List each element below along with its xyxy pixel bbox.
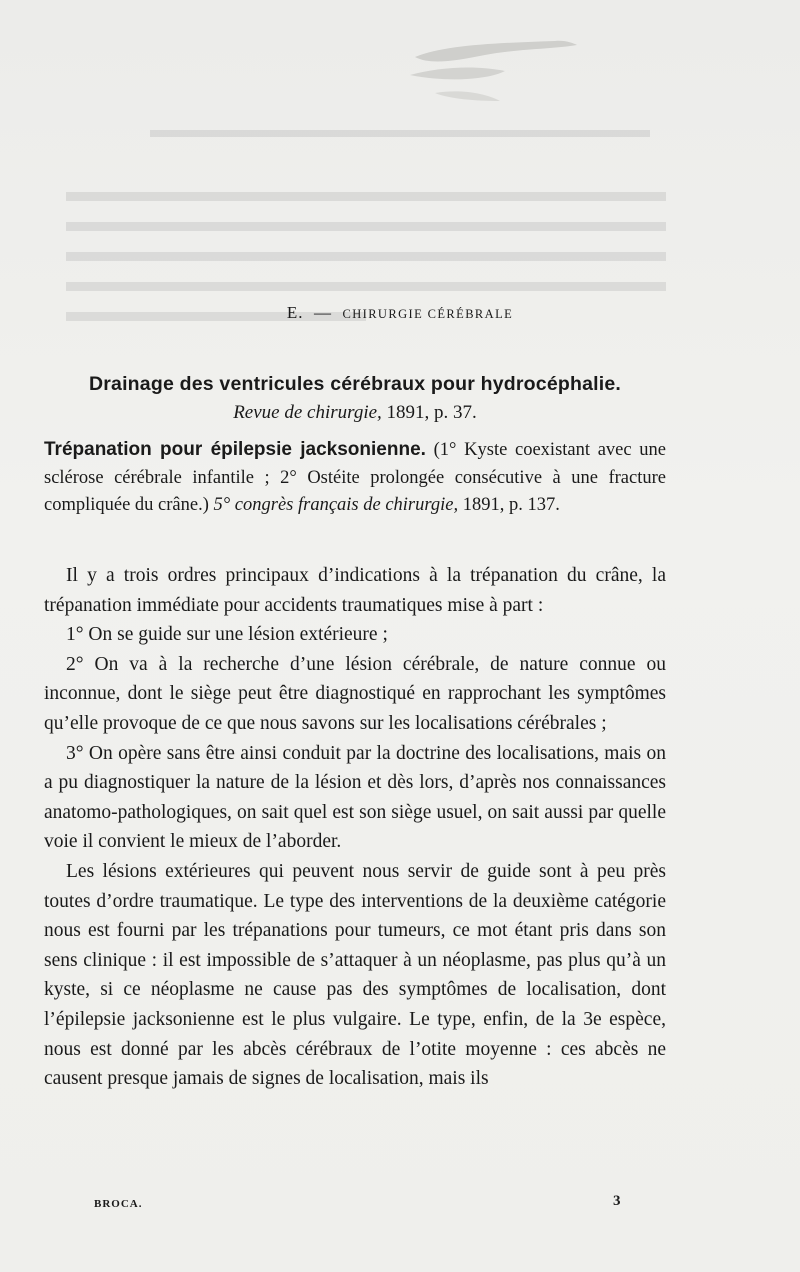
- entry-2-description: (1° Kyste coexistant avec une sclérose cérébrale infantile ; 2° Ostéite prolongée consécutive à une fracture compliquée du crâne.): [44, 440, 666, 515]
- ink-stain-decoration: [405, 35, 580, 110]
- paragraph: 1° On se guide sur une lésion extérieure ;: [66, 624, 388, 646]
- paragraph: 3° On opère sans être ainsi conduit par la doctrine des localisations, mais on a pu diagnostiquer la nature de la lésion et dès lors, d’après nos connaissances anatomo-pathologiques, on sait quel est son siège usuel, on sait aussi par quelle voie il convient le mieux de l’aborder.: [44, 742, 666, 853]
- entry-1-title: Drainage des ventricules cérébraux pour hydrocéphalie.: [88, 373, 622, 395]
- body-text: [44, 561, 666, 1094]
- entry-1-journal: Revue de chirurgie,: [233, 402, 382, 423]
- section-heading: [0, 303, 800, 323]
- entry-1-reference: [44, 398, 666, 428]
- section-dash: —: [313, 303, 332, 322]
- signature-mark: 3: [613, 1193, 621, 1209]
- section-title: CHIRURGIE CÉRÉBRALE: [342, 307, 514, 321]
- paragraph: Il y a trois ordres principaux d’indications à la trépanation du crâne, la trépanation immédiate pour accidents traumatiques mise à part :: [44, 565, 666, 616]
- paragraph: Les lésions extérieures qui peuvent nous servir de guide sont à peu près toutes d’ordre traumatique. Le type des interventions de la deuxième catégorie nous est fourni par les trépanations pour tumeurs, ce mot étant pris dans son sens clinique : il est impossible de s’attaquer à un néoplasme, pas plus qu’à un kyste, si ce néoplasme ne cause pas des symptômes de localisation, dont l’épilepsie jacksonienne est le plus vulgaire. Le type, enfin, de la 3e espèce, nous est donné par les abcès cérébraux de l’otite moyenne : ces abcès ne causent presque jamais de signes de localisation, mais ils: [44, 860, 666, 1090]
- entry-2-title: Trépanation pour épilepsie jacksonienne.: [44, 439, 426, 460]
- paragraph: 2° On va à la recherche d’une lésion cérébrale, de nature connue ou inconnue, dont le siège peut être diagnostiqué en rapprochant les symptômes qu’elle provoque de ce que nous savons sur les localisations cérébrales ;: [44, 653, 666, 734]
- entry-2-journal: 5° congrès français de chirurgie,: [213, 495, 459, 515]
- entry-2-citation: 1891, p. 137.: [462, 495, 560, 515]
- entry-2: [44, 436, 666, 520]
- section-letter: E.: [286, 303, 304, 322]
- entry-1-citation: 1891, p. 37.: [386, 402, 477, 423]
- footer-author: BROCA.: [94, 1198, 143, 1210]
